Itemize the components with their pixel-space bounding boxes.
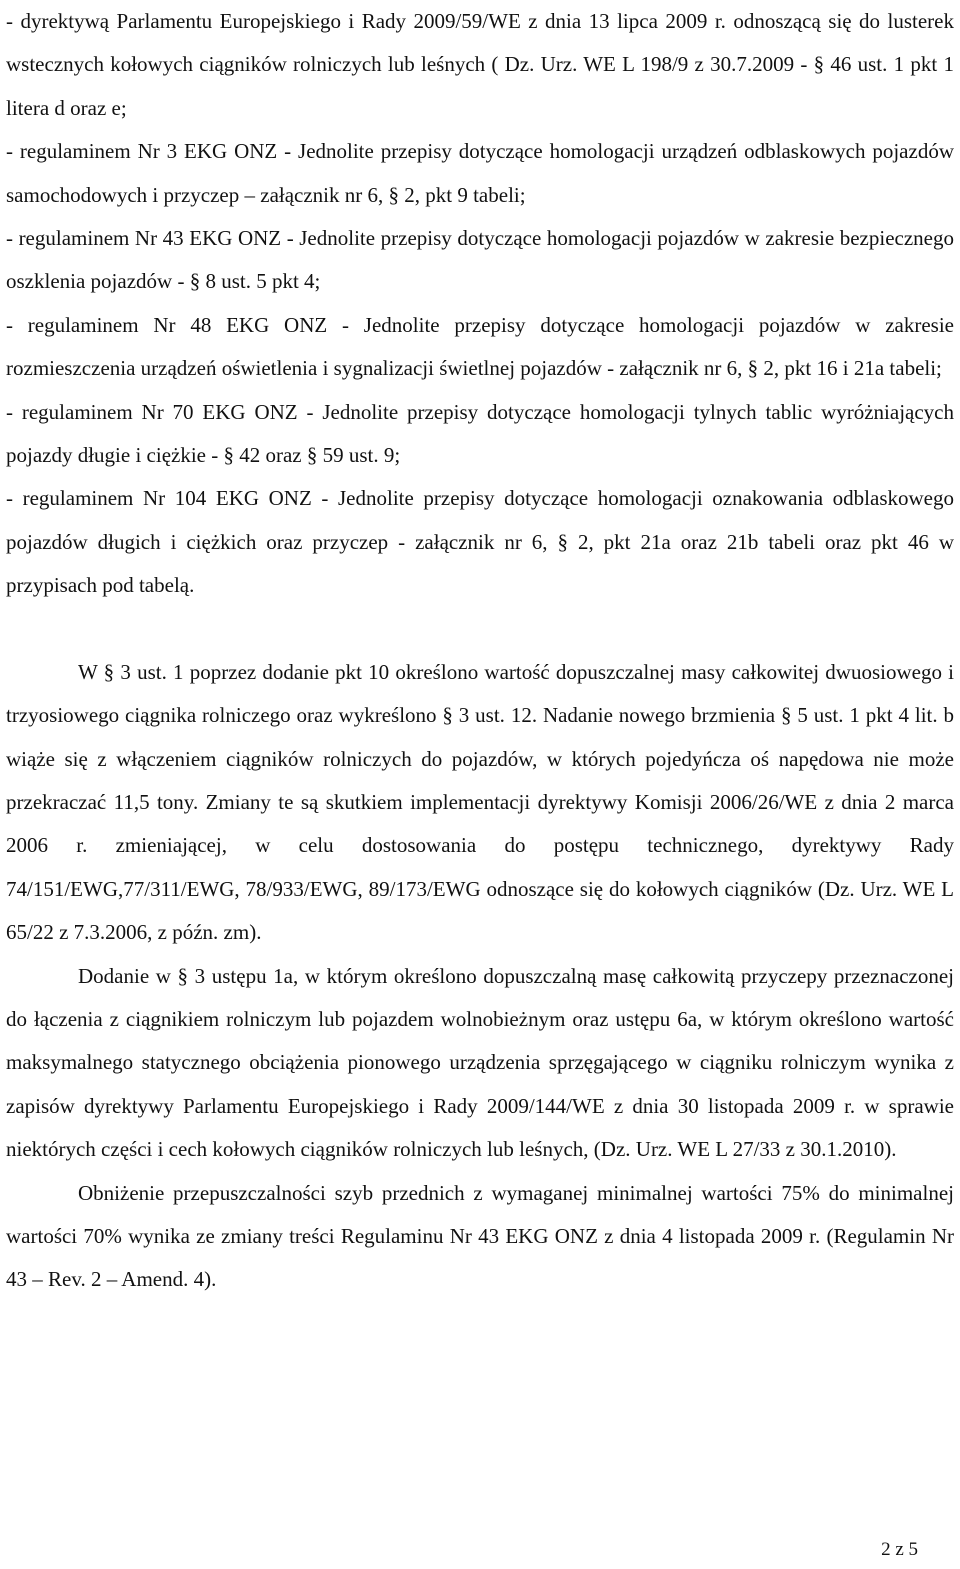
paragraph-gap [6,608,954,651]
document-body [6,0,954,1302]
paragraph-windshield: Obniżenie przepuszczalności szyb przednich z wymaganej minimalnej wartości 75% do minimalnej wartości 70% wynika ze zmiany treści Regulaminu Nr 43 EKG ONZ z dnia 4 listopada 2009 r. (Regulamin Nr 43 – Rev. 2 – Amend. 4). [6,1180,954,1292]
bullet-regulation-3: - regulaminem Nr 3 EKG ONZ - Jednolite przepisy dotyczące homologacji urządzeń odblaskowych pojazdów samochodowych i przyczep – załącznik nr 6, § 2, pkt 9 tabeli; [6,139,954,207]
bullet-regulation-104: - regulaminem Nr 104 EKG ONZ - Jednolite przepisy dotyczące homologacji oznakowania odblaskowego pojazdów długich i ciężkich oraz przyczep - załącznik nr 6, § 2, pkt 21a oraz 21b tabeli oraz pkt 46 w przypisach pod tabelą. [6,486,954,598]
bullet-directive-2009-59: - dyrektywą Parlamentu Europejskiego i Rady 2009/59/WE z dnia 13 lipca 2009 r. odnoszącą się do lusterek wstecznych kołowych ciągników rolniczych lub leśnych ( Dz. Urz. WE L 198/9 z 30.7.2009 - § 46 ust. 1 pkt 1 litera d oraz e; [6,9,954,120]
bullet-regulation-43: - regulaminem Nr 43 EKG ONZ - Jednolite przepisy dotyczące homologacji pojazdów w zakresie bezpiecznego oszklenia pojazdów - § 8 ust. 5 pkt 4; [6,226,954,294]
bullet-regulation-48: - regulaminem Nr 48 EKG ONZ - Jednolite przepisy dotyczące homologacji pojazdów w zakresie rozmieszczenia urządzeń oświetlenia i sygnalizacji świetlnej pojazdów - załącznik nr 6, § 2, pkt 16 i 21a tabeli; [6,312,954,381]
bullet-regulation-70: - regulaminem Nr 70 EKG ONZ - Jednolite przepisy dotyczące homologacji tylnych tablic wyróżniających pojazdy długie i ciężkie - § 42 oraz § 59 ust. 9; [6,399,954,468]
paragraph-trailer-mass: Dodanie w § 3 ustępu 1a, w którym określono dopuszczalną masę całkowitą przyczepy przeznaczonej do łączenia z ciągnikiem rolniczym lub pojazdem wolnobieżnym oraz ustępu 6a, w którym określono wartość maksymalnego statycznego obciążenia pionowego urządzenia sprzęgającego w ciągniku rolniczym wynika z zapisów dyrektywy Parlamentu Europejskiego i Rady 2009/144/WE z dnia 30 listopada 2009 r. w sprawie niektórych części i cech kołowych ciągników rolniczych lub leśnych, (Dz. Urz. WE L 27/33 z 30.1.2010). [6,963,954,1162]
page-number: 2 z 5 [881,1539,918,1560]
paragraph-mass-limits: W § 3 ust. 1 poprzez dodanie pkt 10 określono wartość dopuszczalnej masy całkowitej dwuosiowego i trzyosiowego ciągnika rolniczego oraz wykreślono § 3 ust. 12. Nadanie nowego brzmienia § 5 ust. 1 pkt 4 lit. b wiąże się z włączeniem ciągników rolniczych do pojazdów, w których pojedyńcza oś napędowa nie może przekraczać 11,5 tony. Zmiany te są skutkiem implementacji dyrektywy Komisji 2006/26/WE z dnia 2 marca 2006 r. zmieniającej, w celu dostosowania do postępu technicznego, dyrektywy Rady 74/151/EWG,77/311/EWG, 78/933/EWG, 89/173/EWG odnoszące się do kołowych ciągników (Dz. Urz. WE L 65/22 z 7.3.2006, z późn. zm). [6,659,954,945]
